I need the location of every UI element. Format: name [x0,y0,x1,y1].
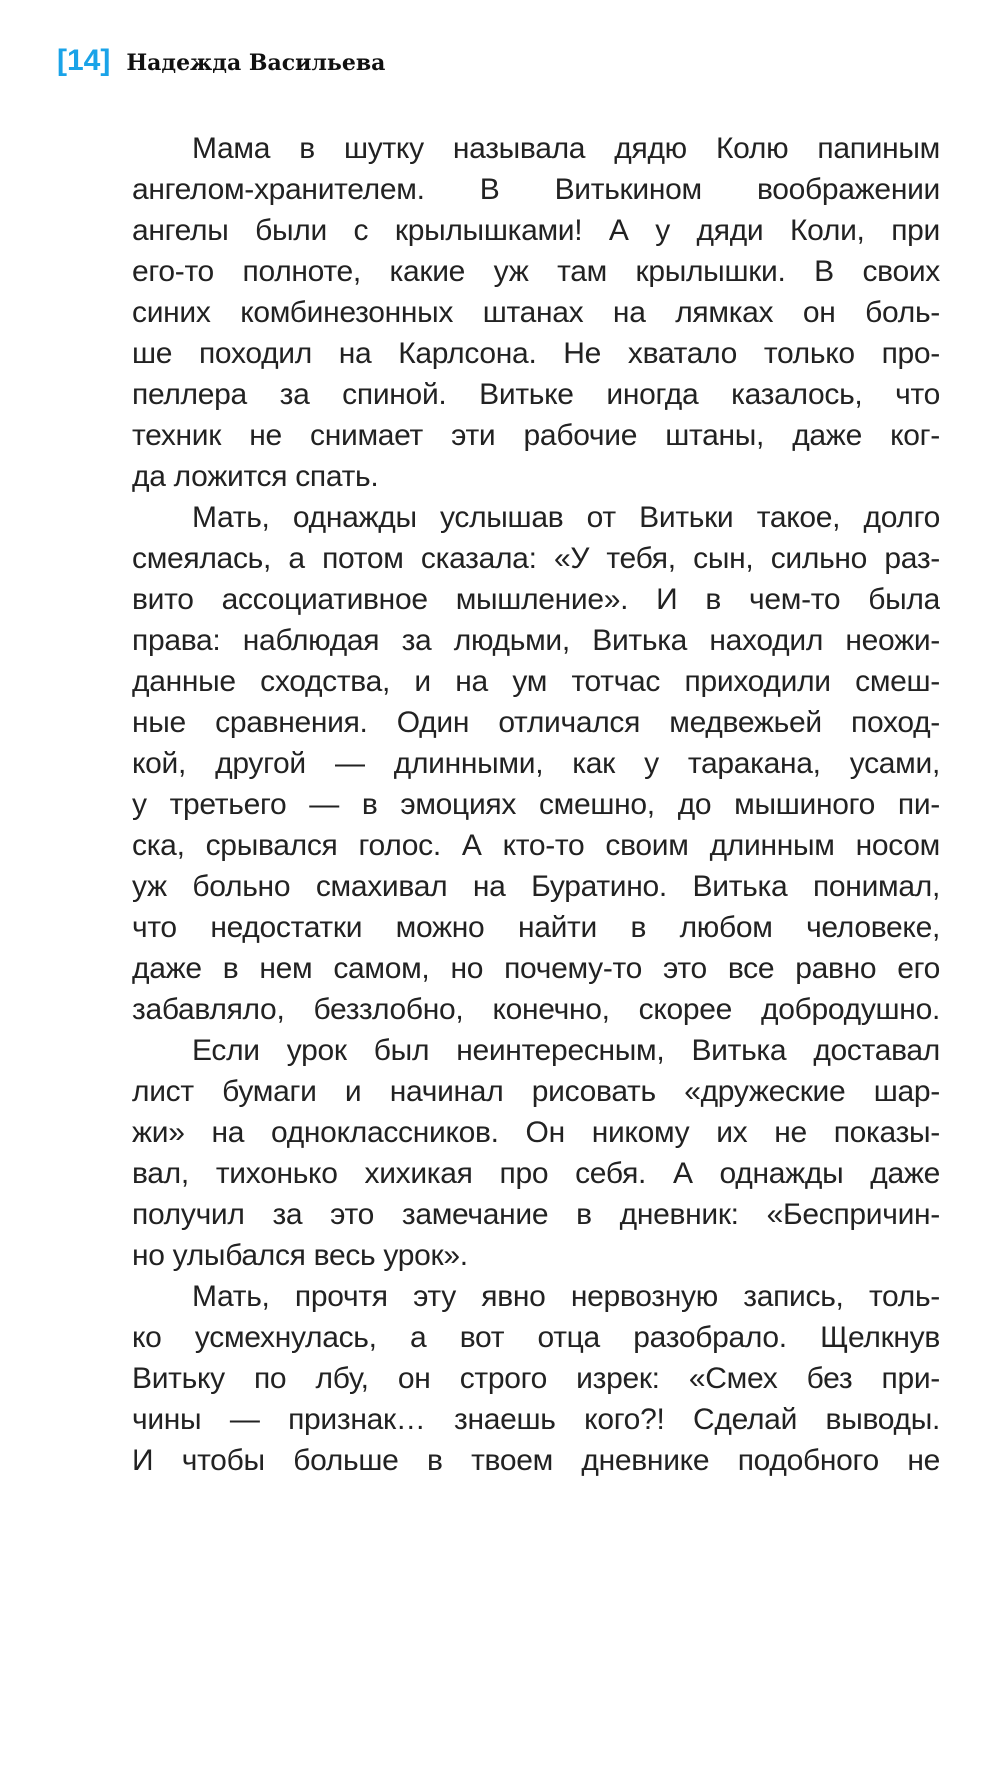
text-line: синих комбинезонных штанах на лямках он боль- [132,296,940,329]
text-line: Если урок был неинтересным, Витька доставал [192,1034,940,1067]
text-line: ангелом-хранителем. В Витькином воображении [132,173,940,206]
text-line: Мама в шутку называла дядю Колю папиным [192,132,940,165]
text-line: лист бумаги и начинал рисовать «дружеские шар- [132,1075,940,1108]
text-line: смеялась, а потом сказала: «У тебя, сын, сильно раз- [132,542,940,575]
page-number: [14] [57,44,111,77]
text-line: Витьку по лбу, он строго изрек: «Смех без при- [132,1362,940,1395]
text-line: но улыбался весь урок». [132,1239,468,1272]
paragraph [132,128,940,497]
text-line: пеллера за спиной. Витьке иногда казалось, что [132,378,940,411]
text-line: его-то полноте, какие уж там крылышки. В своих [132,255,940,288]
text-line: вито ассоциативное мышление». И в чем-то была [132,583,940,616]
text-line: ко усмехнулась, а вот отца разобрало. Щелкнув [132,1321,940,1354]
text-line: ска, срывался голос. А кто-то своим длинным носом [132,829,940,862]
text-line: права: наблюдая за людьми, Витька находил неожи- [132,624,940,657]
paragraph [132,497,940,1030]
paragraph [132,1030,940,1276]
author-name: Надежда Васильева [126,50,386,76]
text-line: И чтобы больше в твоем дневнике подобного не [132,1444,940,1477]
text-line: даже в нем самом, но почему-то это все равно его [132,952,940,985]
text-line: Мать, прочтя эту явно нервозную запись, толь- [192,1280,940,1313]
text-line: забавляло, беззлобно, конечно, скорее добродушно. [132,993,940,1026]
text-line: данные сходства, и на ум тотчас приходили смеш- [132,665,940,698]
text-line: получил за это замечание в дневник: «Беспричин- [132,1198,940,1231]
text-line: кой, другой — длинными, как у таракана, усами, [132,747,940,780]
text-line: ше походил на Карлсона. Не хватало только про- [132,337,940,370]
paragraph [132,1276,940,1481]
text-line: ангелы были с крылышками! А у дяди Коли, при [132,214,940,247]
text-line: ные сравнения. Один отличался медвежьей поход- [132,706,940,739]
text-line: вал, тихонько хихикая про себя. А однажды даже [132,1157,940,1190]
text-line: да ложится спать. [132,460,379,493]
text-line: техник не снимает эти рабочие штаны, даже ког- [132,419,940,452]
running-header [57,44,385,78]
text-line: уж больно смахивал на Буратино. Витька понимал, [132,870,940,903]
text-line: у третьего — в эмоциях смешно, до мышиного пи- [132,788,940,821]
text-line: жи» на одноклассников. Он никому их не показы- [132,1116,940,1149]
text-line: Мать, однажды услышав от Витьки такое, долго [192,501,940,534]
text-line: что недостатки можно найти в любом человеке, [132,911,940,944]
text-line: чины — признак… знаешь кого?! Сделай выводы. [132,1403,940,1436]
body-text [132,128,940,1481]
